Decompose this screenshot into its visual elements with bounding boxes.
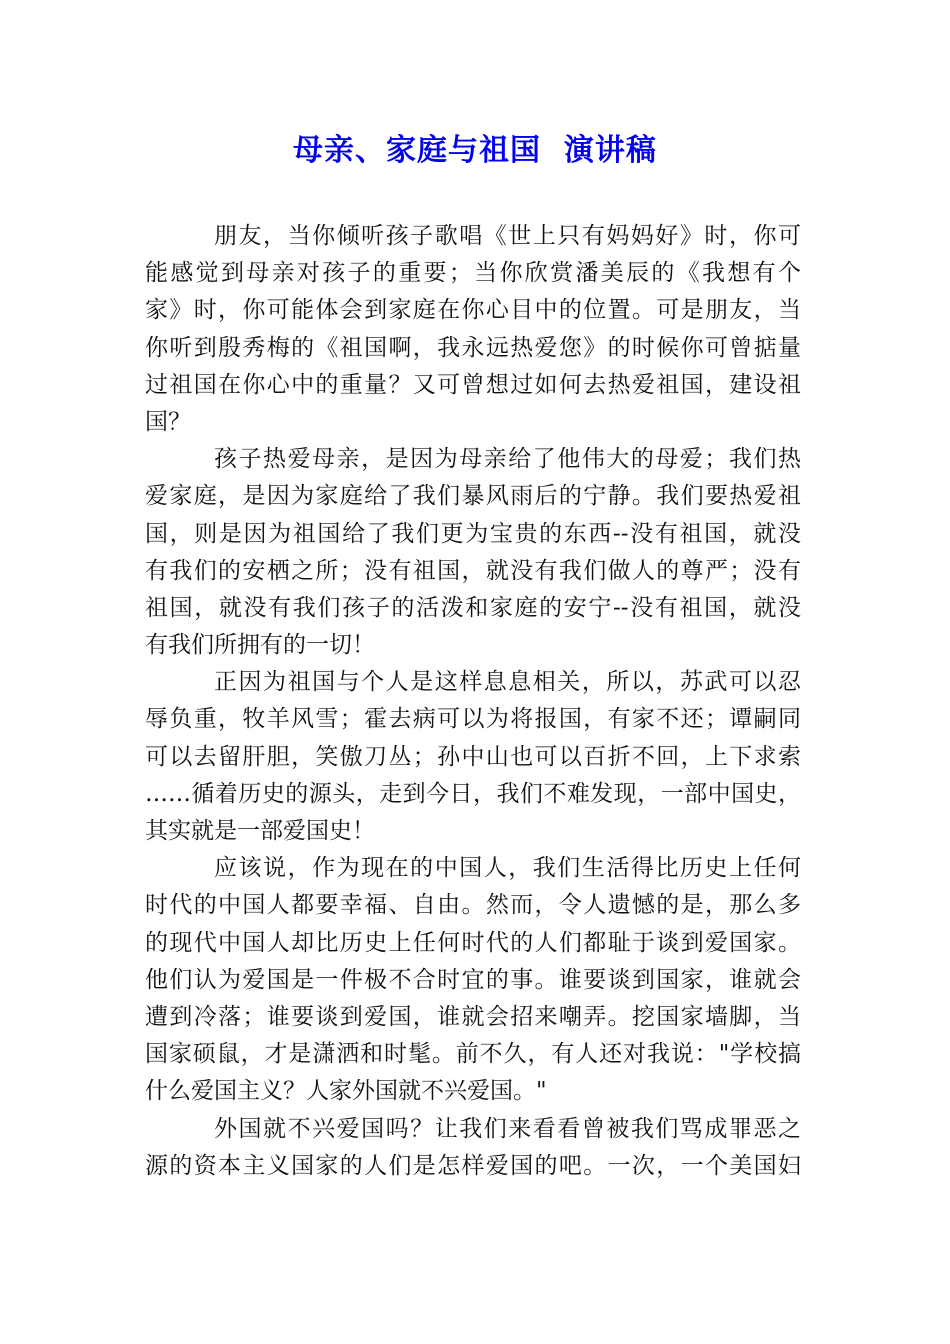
document-title: 母亲、家庭与祖国 演讲稿 — [293, 133, 657, 168]
text-line: 的现代中国人却比历史上任何时代的人们都耻于谈到爱国家。 — [145, 929, 801, 956]
text-line: 遭到冷落；谁要谈到爱国，谁就会招来嘲弄。挖国家墙脚，当 — [145, 1003, 801, 1030]
text-line: 爱家庭，是因为家庭给了我们暴风雨后的宁静。我们要热爱祖 — [145, 483, 801, 510]
text-line: 祖国，就没有我们孩子的活泼和家庭的安宁--没有祖国，就没 — [145, 594, 801, 621]
text-line: 国？ — [145, 408, 191, 435]
text-line: 孩子热爱母亲，是因为母亲给了他伟大的母爱；我们热 — [214, 446, 801, 473]
text-line: 朋友，当你倾听孩子歌唱《世上只有妈妈好》时，你可 — [214, 223, 801, 249]
text-line: 可以去留肝胆，笑傲刀丛；孙中山也可以百折不回，上下求索 — [145, 743, 801, 770]
text-line: 有我们的安栖之所；没有祖国，就没有我们做人的尊严；没有 — [145, 557, 801, 584]
text-line: 时代的中国人都要幸福、自由。然而，令人遗憾的是，那么多 — [145, 892, 801, 919]
document-body — [145, 218, 801, 1185]
text-line: 辱负重，牧羊风雪；霍去病可以为将报国，有家不还；谭嗣同 — [145, 706, 801, 733]
text-line: 什么爱国主义？人家外国就不兴爱国。" — [145, 1078, 547, 1105]
text-line: 过祖国在你心中的重量？又可曾想过如何去热爱祖国，建设祖 — [145, 371, 801, 398]
text-line: 你听到殷秀梅的《祖国啊，我永远热爱您》的时候你可曾掂量 — [145, 334, 801, 361]
text-line: ……循着历史的源头，走到今日，我们不难发现，一部中国史， — [145, 780, 801, 807]
text-line: 家》时，你可能体会到家庭在你心目中的位置。可是朋友，当 — [145, 297, 801, 324]
text-line: 国家硕鼠，才是潇洒和时髦。前不久，有人还对我说："学校搞 — [145, 1041, 801, 1068]
text-line: 正因为祖国与个人是这样息息相关，所以，苏武可以忍 — [214, 669, 801, 696]
text-line: 外国就不兴爱国吗？让我们来看看曾被我们骂成罪恶之 — [214, 1115, 801, 1142]
paragraph-5 — [145, 1111, 801, 1185]
paragraph-4 — [145, 850, 801, 1110]
text-line: 国，则是因为祖国给了我们更为宝贵的东西--没有祖国，就没 — [145, 520, 801, 547]
text-line: 源的资本主义国家的人们是怎样爱国的吧。一次，一个美国妇 — [145, 1152, 801, 1179]
text-line: 应该说，作为现在的中国人，我们生活得比历史上任何 — [214, 855, 801, 882]
paragraph-3 — [145, 664, 801, 850]
text-line: 有我们所拥有的一切！ — [145, 632, 375, 659]
text-line: 其实就是一部爱国史！ — [145, 818, 375, 844]
paragraph-1 — [145, 218, 801, 441]
text-line: 能感觉到母亲对孩子的重要；当你欣赏潘美辰的《我想有个 — [145, 260, 801, 287]
paragraph-2 — [145, 441, 801, 664]
text-line: 他们认为爱国是一件极不合时宜的事。谁要谈到国家，谁就会 — [145, 966, 801, 993]
